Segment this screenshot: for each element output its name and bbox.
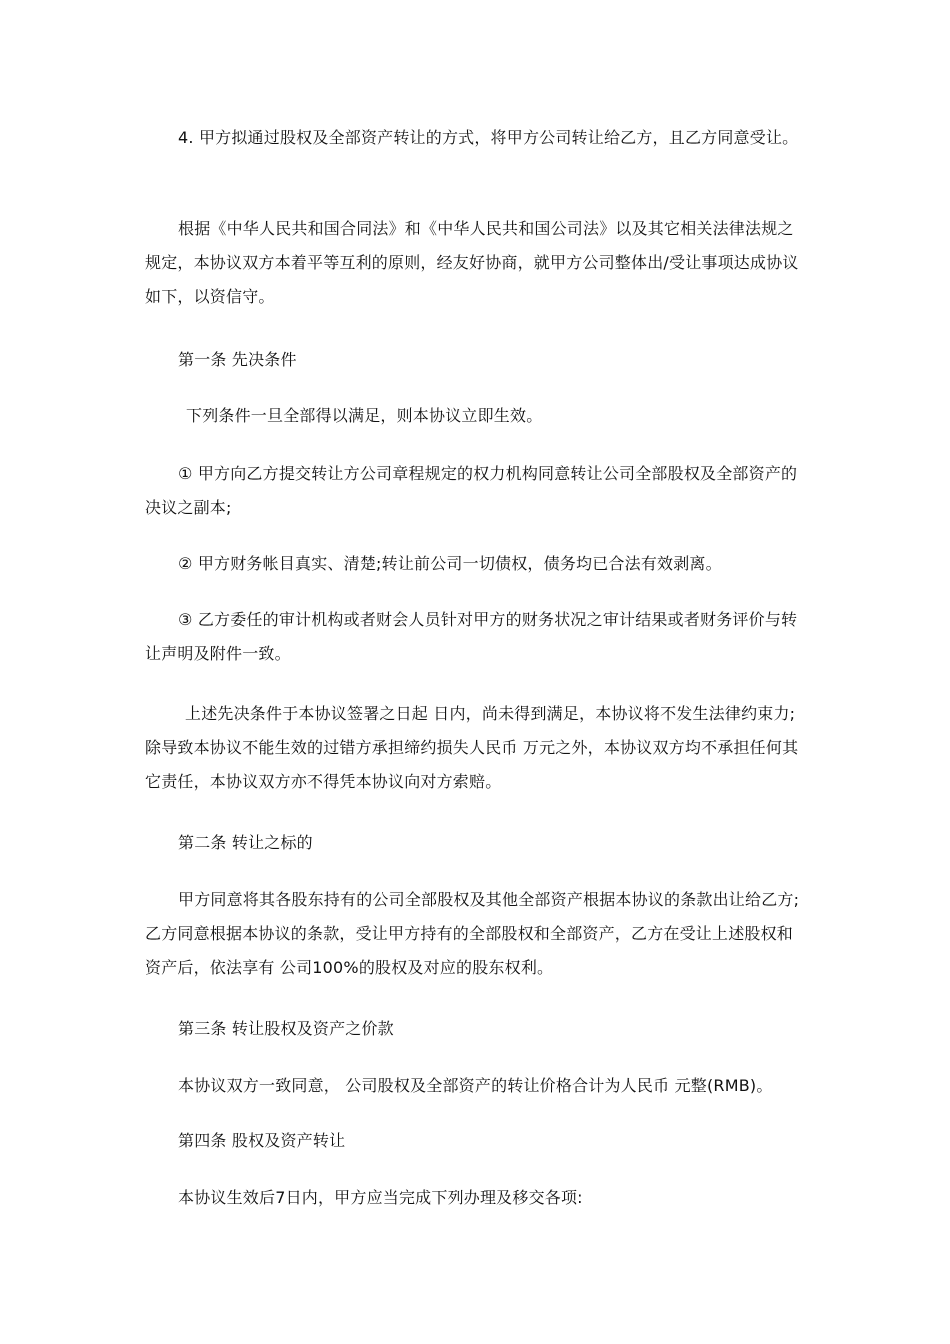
article-3-body: 本协议双方一致同意， 公司股权及全部资产的转让价格合计为人民币 元整(RMB)。 bbox=[178, 1076, 773, 1095]
article-4-title: 第四条 股权及资产转让 bbox=[178, 1131, 346, 1150]
preamble-paragraph: 根据《中华人民共和国合同法》和《中华人民共和国公司法》以及其它相关法律法规之规定，本协议双方本着平等互利的原则，经友好协商，就甲方公司整体出/受让事项达成协议如下，以资信守。 bbox=[145, 219, 799, 306]
condition-2: ② 甲方财务帐目真实、清楚;转让前公司一切债权，债务均已合法有效剥离。 bbox=[178, 554, 722, 573]
condition-1: ① 甲方向乙方提交转让方公司章程规定的权力机构同意转让公司全部股权及全部资产的决议之副本; bbox=[145, 464, 798, 517]
article-4-body: 本协议生效后7日内，甲方应当完成下列办理及移交各项: bbox=[178, 1188, 583, 1207]
clause-item-4: 4. 甲方拟通过股权及全部资产转让的方式，将甲方公司转让给乙方，且乙方同意受让。 bbox=[178, 128, 799, 147]
article-1-intro: 下列条件一旦全部得以满足，则本协议立即生效。 bbox=[186, 406, 543, 425]
article-1-closing: 上述先决条件于本协议签署之日起 日内，尚未得到满足，本协议将不发生法律约束力;除导致本协议不能生效的过错方承担缔约损失人民币 万元之外，本协议双方均不承担任何其它责任，本协议双方亦不得凭本协议向对方索赔。 bbox=[145, 704, 799, 791]
article-3-title: 第三条 转让股权及资产之价款 bbox=[178, 1019, 394, 1038]
condition-3: ③ 乙方委任的审计机构或者财会人员针对甲方的财务状况之审计结果或者财务评价与转让声明及附件一致。 bbox=[145, 610, 798, 663]
article-1-title: 第一条 先决条件 bbox=[178, 350, 297, 369]
article-2-title: 第二条 转让之标的 bbox=[178, 833, 313, 852]
article-2-body: 甲方同意将其各股东持有的公司全部股权及其他全部资产根据本协议的条款出让给乙方;乙方同意根据本协议的条款，受让甲方持有的全部股权和全部资产，乙方在受让上述股权和资产后，依法享有 公司100%的股权及对应的股东权利。 bbox=[145, 890, 800, 977]
